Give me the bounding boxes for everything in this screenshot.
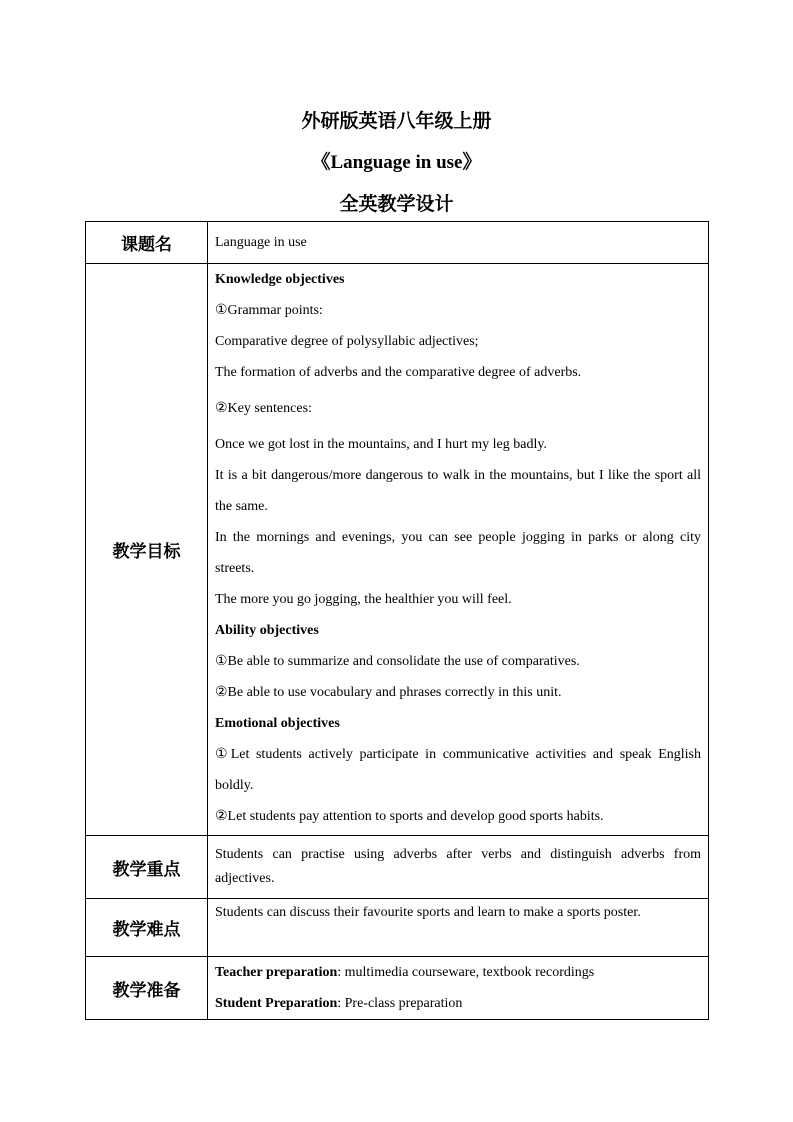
objectives-label: 教学目标 [86,264,208,836]
key-sentences-heading: ②Key sentences: [215,401,312,416]
emotional-objective-1: ①Let students actively participate in communicative activities and speak English boldly. [215,747,701,793]
table-row-key-points [86,836,709,899]
student-preparation-line [215,988,701,1019]
ability-objective-1: ①Be able to summarize and consolidate the use of comparatives. [215,654,580,669]
ability-heading: Ability objectives [215,623,319,638]
table-row-objectives [86,264,709,836]
grammar-heading: ①Grammar points: [215,303,323,318]
emotional-heading: Emotional objectives [215,716,340,731]
lesson-title: 《Language in use》 [311,152,482,173]
grammar-point-1: Comparative degree of polysyllabic adjectives; [215,334,479,349]
key-sentence-3: In the mornings and evenings, you can see people jogging in parks or along city streets. [215,530,701,576]
difficulties-label: 教学难点 [86,899,208,957]
key-points-label: 教学重点 [86,836,208,899]
ability-objective-2: ②Be able to use vocabulary and phrases correctly in this unit. [215,685,562,700]
student-preparation-value: : Pre-class preparation [337,996,463,1011]
difficulties-cell [208,899,709,957]
key-sentence-4: The more you go jogging, the healthier you will feel. [215,592,512,607]
preparation-label: 教学准备 [86,957,208,1020]
knowledge-heading: Knowledge objectives [215,272,345,287]
emotional-objective-2: ②Let students pay attention to sports and develop good sports habits. [215,809,604,824]
topic-label: 课题名 [86,222,208,264]
teacher-preparation-value: : multimedia courseware, textbook recordings [337,965,595,980]
key-points-cell [208,836,709,899]
lesson-plan-table [85,221,709,1020]
table-row-difficulties [86,899,709,957]
preparation-cell [208,957,709,1020]
document-title: 外研版英语八年级上册 [301,110,492,132]
difficulties-value: Students can discuss their favourite sports and learn to make a sports poster. [215,905,641,920]
objectives-cell [208,264,709,836]
key-points-value: Students can practise using adverbs after verbs and distinguish adverbs from adjectives. [215,847,701,886]
key-sentence-2: It is a bit dangerous/more dangerous to walk in the mountains, but I like the sport all the same. [215,468,701,514]
topic-value: Language in use [215,235,307,250]
table-row-preparation [86,957,709,1020]
key-sentence-1: Once we got lost in the mountains, and I hurt my leg badly. [215,437,547,452]
student-preparation-label: Student Preparation [215,996,338,1011]
teacher-preparation-line [215,957,701,988]
document-subtitle: 全英教学设计 [339,193,454,215]
topic-cell [208,222,709,264]
teacher-preparation-label: Teacher preparation [215,965,338,980]
table-row-topic [86,222,709,264]
grammar-point-2: The formation of adverbs and the comparative degree of adverbs. [215,365,582,380]
